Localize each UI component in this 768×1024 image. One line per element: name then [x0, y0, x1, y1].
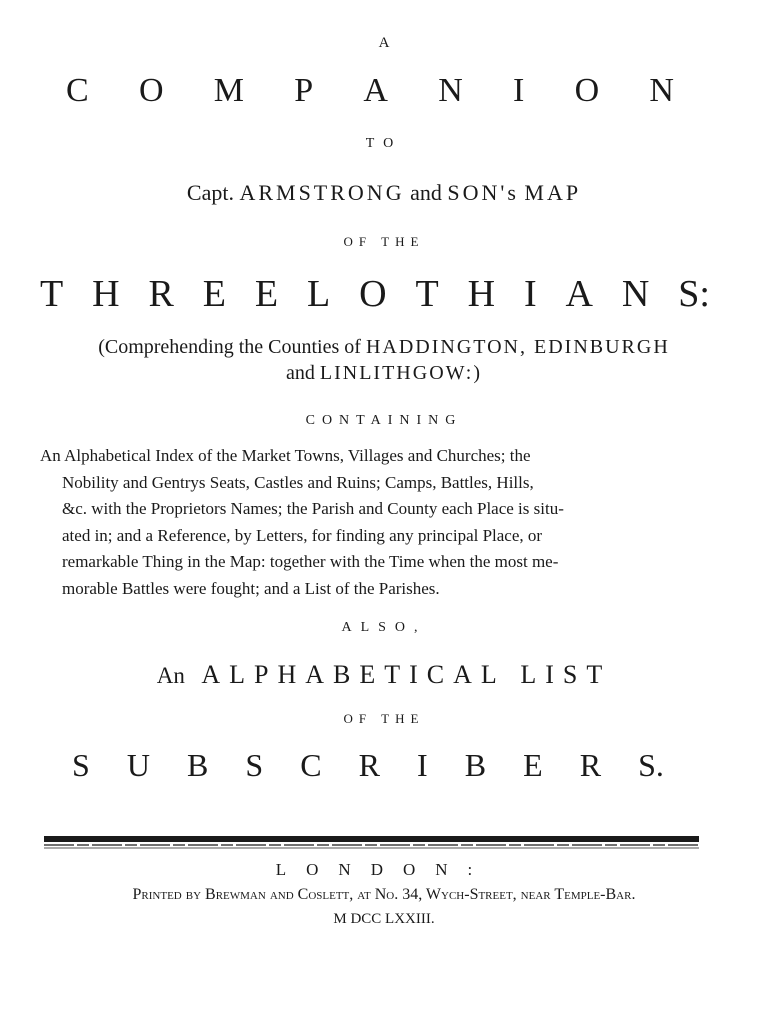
- capt-armstrong-line: [0, 180, 768, 206]
- title-letter: L: [307, 273, 331, 315]
- title-letter: C: [300, 747, 322, 783]
- title-letter: I: [513, 72, 525, 109]
- capt-and: and: [410, 180, 442, 205]
- description-line: &c. with the Proprietors Names; the Parish and County each Place is situ-: [62, 499, 564, 518]
- title-letter: H: [92, 273, 120, 315]
- title-letter: N: [621, 273, 650, 315]
- title-letter: H: [467, 273, 496, 315]
- description-line: ated in; and a Reference, by Letters, for finding any principal Place, or: [62, 525, 543, 545]
- title-three-lothians: [40, 272, 710, 316]
- heading-also: ALSO,: [341, 620, 427, 635]
- title-letter: I: [523, 273, 537, 315]
- imprint-date: M DCC LXXIII.: [333, 911, 435, 927]
- title-letter: C: [66, 72, 89, 109]
- title-letter: T: [40, 273, 64, 315]
- title-letter: A: [565, 273, 593, 315]
- title-letter: I: [417, 747, 428, 783]
- description-line: morable Battles were fought; and a List of the Parishes.: [62, 578, 440, 598]
- linlithgow-name: LINLITHGOW:): [319, 362, 482, 384]
- title-letter: S: [72, 747, 90, 783]
- armstrong-name: ARMSTRONG: [239, 180, 405, 205]
- heading-of-the-2: OF THE: [343, 711, 425, 726]
- title-letter: T: [415, 273, 439, 315]
- title-letter: U: [126, 747, 150, 783]
- heading-of-the-1: OF THE: [343, 234, 425, 249]
- comprehending-line-2: [0, 362, 768, 385]
- title-letter: E: [254, 273, 279, 315]
- comprehending-and: and: [286, 362, 315, 384]
- alphabetical-list-title: ALPHABETICAL LIST: [201, 660, 612, 689]
- heading-a: A: [378, 35, 390, 51]
- alphabetical-list-line: [0, 660, 768, 690]
- heading-containing: CONTAINING: [305, 413, 463, 428]
- title-companion: [66, 72, 674, 110]
- title-letter: R: [358, 747, 380, 783]
- title-letter: O: [574, 72, 600, 109]
- title-letter: N: [438, 72, 463, 109]
- title-letter: S.: [638, 747, 664, 783]
- comprehending-text: (Comprehending the Counties of: [98, 336, 361, 358]
- imprint-london: LONDON:: [275, 860, 493, 879]
- description-line: remarkable Thing in the Map: together with the Time when the most me-: [62, 552, 559, 571]
- description-line: An Alphabetical Index of the Market Towns, Villages and Churches; the: [40, 446, 531, 465]
- title-letter: E: [523, 747, 543, 783]
- title-letter: O: [138, 72, 164, 109]
- title-letter: M: [213, 72, 244, 109]
- sons-name: SON's: [447, 180, 519, 205]
- title-letter: O: [359, 273, 387, 315]
- description-line: Nobility and Gentrys Seats, Castles and Ruins; Camps, Battles, Hills,: [62, 472, 534, 492]
- an-word: An: [156, 663, 185, 688]
- comprehending-line-1: [0, 336, 768, 359]
- title-letter: R: [579, 747, 602, 783]
- imprint-printer: Printed by Brewman and Coslett, at No. 34, Wych-Street, near Temple-Bar.: [132, 886, 636, 903]
- capt-prefix: Capt.: [186, 180, 234, 205]
- map-word: MAP: [524, 180, 582, 205]
- title-letter: N: [649, 72, 674, 109]
- title-letter: B: [464, 747, 487, 783]
- title-letter: A: [363, 72, 388, 109]
- counties-names: HADDINGTON, EDINBURGH: [365, 336, 670, 358]
- decorative-rule: [44, 834, 699, 854]
- title-letter: S: [245, 747, 264, 783]
- title-letter: S:: [678, 273, 710, 315]
- title-letter: R: [148, 273, 174, 315]
- description-paragraph: [40, 443, 698, 602]
- title-subscribers: [72, 747, 664, 784]
- heading-to: TO: [365, 136, 403, 151]
- title-letter: P: [294, 72, 314, 109]
- title-letter: B: [187, 747, 209, 783]
- title-letter: E: [202, 273, 226, 315]
